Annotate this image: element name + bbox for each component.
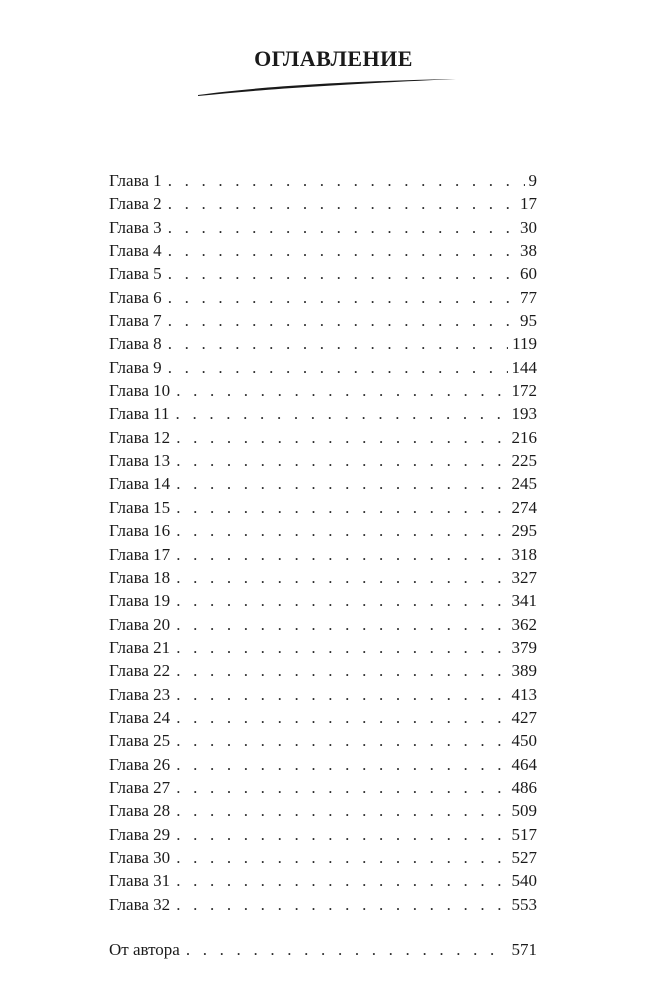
- dot-leader: [168, 262, 516, 285]
- toc-entry-label: Глава 16: [109, 521, 171, 541]
- toc-entry-label: Глава 2: [109, 194, 162, 214]
- dot-leader: [176, 776, 507, 799]
- toc-entry-page: 216: [511, 427, 537, 447]
- dot-leader: [176, 683, 507, 706]
- toc-entry-page: 30: [520, 217, 537, 237]
- toc-entry[interactable]: [109, 216, 537, 239]
- decorative-swash: [196, 74, 458, 98]
- toc-entry[interactable]: [109, 356, 537, 379]
- dot-leader: [176, 869, 507, 892]
- toc-entry-label: От автора: [109, 940, 180, 959]
- dot-leader: [176, 519, 507, 542]
- dot-leader: [176, 402, 508, 425]
- page-title: ОГЛАВЛЕНИЕ: [254, 46, 413, 71]
- dot-leader: [168, 356, 508, 379]
- toc-entry-label: Глава 27: [109, 777, 171, 797]
- toc-entry[interactable]: [109, 683, 537, 706]
- toc-entry-label: Глава 6: [109, 287, 162, 307]
- toc-entry-page: 95: [520, 311, 537, 331]
- toc-entry-label: Глава 21: [109, 637, 171, 657]
- toc-entry[interactable]: [109, 799, 537, 822]
- toc-entry-label: Глава 19: [109, 591, 171, 611]
- toc-spacer: [109, 916, 537, 938]
- toc-entry-label: Глава 10: [109, 381, 171, 401]
- toc-entry[interactable]: [109, 636, 537, 659]
- toc-entry-page: 362: [511, 614, 537, 634]
- toc-entry[interactable]: [109, 309, 537, 332]
- toc-entry-label: Глава 22: [109, 661, 171, 681]
- toc-entry-page: 9: [528, 171, 537, 190]
- dot-leader: [176, 449, 507, 472]
- dot-leader: [168, 332, 508, 355]
- toc-entry[interactable]: [109, 893, 537, 916]
- toc-entry-label: Глава 30: [109, 847, 171, 867]
- toc-entry[interactable]: [109, 589, 537, 612]
- toc-entry[interactable]: [109, 379, 537, 402]
- toc-entry-page: 318: [511, 544, 537, 564]
- toc-entry-page: 341: [511, 591, 537, 611]
- toc-entry-label: Глава 11: [109, 404, 170, 424]
- toc-entry[interactable]: [109, 496, 537, 519]
- toc-entry-page: 245: [511, 474, 537, 494]
- dot-leader: [176, 613, 507, 636]
- toc-entry-page: 327: [511, 567, 537, 587]
- toc-entry[interactable]: [109, 823, 537, 846]
- toc-entry-afterword[interactable]: [109, 938, 537, 961]
- toc-entry-label: Глава 12: [109, 427, 171, 447]
- toc-entry-label: Глава 28: [109, 801, 171, 821]
- dot-leader: [176, 636, 507, 659]
- dot-leader: [176, 823, 507, 846]
- toc-entry-label: Глава 15: [109, 497, 171, 517]
- dot-leader: [168, 309, 516, 332]
- dot-leader: [176, 543, 507, 566]
- toc-entry[interactable]: [109, 869, 537, 892]
- toc-entry[interactable]: [109, 426, 537, 449]
- toc-entry-label: Глава 13: [109, 451, 171, 471]
- toc-entry-page: 295: [511, 521, 537, 541]
- toc-entry-page: 389: [511, 661, 537, 681]
- dot-leader: [176, 659, 507, 682]
- dot-leader: [168, 216, 516, 239]
- dot-leader: [176, 846, 507, 869]
- dot-leader: [176, 799, 507, 822]
- toc-entry-page: 540: [511, 871, 537, 891]
- toc-entry-page: 571: [511, 940, 537, 959]
- dot-leader: [176, 753, 507, 776]
- toc-entry[interactable]: [109, 262, 537, 285]
- toc-entry-page: 17: [520, 194, 537, 214]
- toc-entry[interactable]: [109, 472, 537, 495]
- dot-leader: [168, 239, 516, 262]
- toc-entry-page: 509: [511, 801, 537, 821]
- toc-entry-page: 172: [511, 381, 537, 401]
- toc-entry-page: 193: [511, 404, 537, 424]
- dot-leader: [176, 893, 507, 916]
- toc-entry[interactable]: [109, 846, 537, 869]
- toc-entry[interactable]: [109, 519, 537, 542]
- toc-entry[interactable]: [109, 776, 537, 799]
- toc-entry-page: 553: [511, 894, 537, 914]
- toc-entry-label: Глава 32: [109, 894, 171, 914]
- toc-entry-label: Глава 20: [109, 614, 171, 634]
- toc-entry-label: Глава 18: [109, 567, 171, 587]
- toc-entry-page: 60: [520, 264, 537, 284]
- toc-entry-label: Глава 14: [109, 474, 171, 494]
- toc-entry-label: Глава 25: [109, 731, 171, 751]
- toc-entry-page: 464: [511, 754, 537, 774]
- toc-entry-page: 379: [511, 637, 537, 657]
- dot-leader: [176, 379, 507, 402]
- dot-leader: [176, 426, 507, 449]
- toc-entry-page: 225: [511, 451, 537, 471]
- toc-entry-label: Глава 26: [109, 754, 171, 774]
- toc-entry[interactable]: [109, 566, 537, 589]
- toc-entry-page: 77: [520, 287, 537, 307]
- toc-entry[interactable]: [109, 706, 537, 729]
- toc-entry-page: 413: [511, 684, 537, 704]
- dot-leader: [168, 169, 525, 192]
- toc-entry-label: Глава 3: [109, 217, 162, 237]
- toc-entry-label: Глава 31: [109, 871, 171, 891]
- toc-entry[interactable]: [109, 402, 537, 425]
- toc-entry-label: Глава 23: [109, 684, 171, 704]
- toc-entry-label: Глава 8: [109, 334, 162, 354]
- toc-entry[interactable]: [109, 332, 537, 355]
- toc-entry-label: Глава 5: [109, 264, 162, 284]
- toc-entry-page: 427: [511, 707, 537, 727]
- toc-entry-label: Глава 1: [109, 171, 162, 190]
- toc-entry[interactable]: [109, 239, 537, 262]
- toc-entry-page: 486: [511, 777, 537, 797]
- toc-entry-label: Глава 7: [109, 311, 162, 331]
- toc-entry[interactable]: [109, 753, 537, 776]
- toc-entry[interactable]: [109, 192, 537, 215]
- toc-list: [109, 169, 537, 961]
- dot-leader: [176, 589, 507, 612]
- toc-entry[interactable]: [109, 169, 537, 192]
- dot-leader: [176, 729, 507, 752]
- toc-entry[interactable]: [109, 286, 537, 309]
- toc-entry-page: 119: [512, 334, 537, 354]
- toc-entry-label: Глава 29: [109, 824, 171, 844]
- toc-entries: [109, 169, 537, 916]
- dot-leader: [168, 192, 516, 215]
- toc-entry-page: 144: [511, 357, 537, 377]
- dot-leader: [176, 472, 507, 495]
- toc-entry-page: 527: [511, 847, 537, 867]
- toc-entry-page: 517: [511, 824, 537, 844]
- dot-leader: [176, 706, 507, 729]
- toc-entry[interactable]: [109, 613, 537, 636]
- dot-leader: [168, 286, 516, 309]
- dot-leader: [176, 566, 507, 589]
- toc-entry[interactable]: [109, 729, 537, 752]
- toc-entry-page: 38: [520, 241, 537, 261]
- dot-leader: [186, 938, 508, 961]
- dot-leader: [176, 496, 507, 519]
- toc-entry[interactable]: [109, 659, 537, 682]
- toc-entry-page: 450: [511, 731, 537, 751]
- toc-entry[interactable]: [109, 449, 537, 472]
- toc-entry-label: Глава 24: [109, 707, 171, 727]
- toc-entry-page: 274: [511, 497, 537, 517]
- toc-entry-label: Глава 9: [109, 357, 162, 377]
- toc-entry[interactable]: [109, 543, 537, 566]
- toc-entry-label: Глава 17: [109, 544, 171, 564]
- toc-entry-label: Глава 4: [109, 241, 162, 261]
